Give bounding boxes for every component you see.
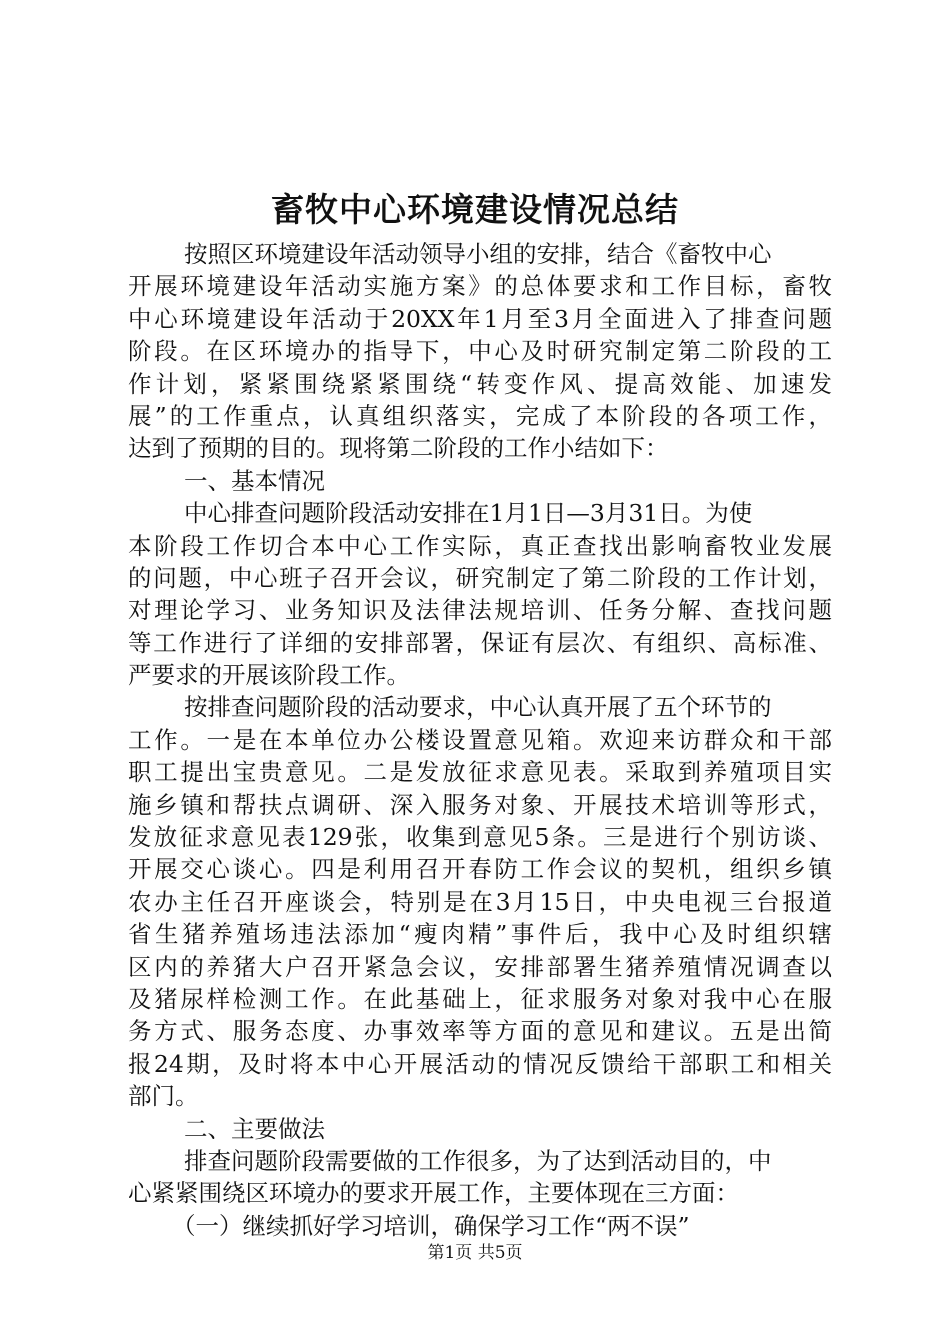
- paragraph-line: 部门。: [128, 1082, 199, 1111]
- document-title: 畜牧中心环境建设情况总结: [271, 190, 679, 229]
- paragraph-line: 作计划，紧紧围绕紧紧围绕“转变作风、提高效能、加速发: [128, 369, 832, 398]
- paragraph-line: 按排查问题阶段的活动要求，中心认真开展了五个环节的: [184, 693, 772, 722]
- section-heading: 二、主要做法: [184, 1114, 325, 1143]
- subsection-heading: （一）继续抓好学习培训，确保学习工作“两不误”: [172, 1211, 690, 1240]
- paragraph-line: 务方式、服务态度、办事效率等方面的意见和建议。五是出简: [128, 1017, 832, 1046]
- paragraph-line: 的问题，中心班子召开会议，研究制定了第二阶段的工作计划，: [128, 563, 832, 592]
- paragraph-line: 省生猪养殖场违法添加“瘦肉精”事件后，我中心及时组织辖: [128, 920, 832, 949]
- paragraph-line: 心紧紧围绕区环境办的要求开展工作，主要体现在三方面：: [128, 1179, 739, 1208]
- paragraph-line: 区内的养猪大户召开紧急会议，安排部署生猪养殖情况调查以: [128, 952, 832, 981]
- paragraph-line: 工作。一是在本单位办公楼设置意见箱。欢迎来访群众和干部: [128, 725, 832, 754]
- paragraph-line: 阶段。在区环境办的指导下，中心及时研究制定第二阶段的工: [128, 337, 832, 366]
- paragraph-line: 开展交心谈心。四是利用召开春防工作会议的契机，组织乡镇: [128, 855, 832, 884]
- paragraph-line: 中心环境建设年活动于20XX年1月至3月全面进入了排查问题: [128, 304, 832, 333]
- paragraph-line: 本阶段工作切合本中心工作实际，真正查找出影响畜牧业发展: [128, 531, 832, 560]
- paragraph-line: 中心排查问题阶段活动安排在1月1日—3月31日。为使: [184, 499, 753, 528]
- paragraph-line: 对理论学习、业务知识及法律法规培训、任务分解、查找问题: [128, 596, 832, 625]
- paragraph-line: 及猪尿样检测工作。在此基础上，征求服务对象对我中心在服: [128, 984, 832, 1013]
- page-footer: 第1页 共5页: [427, 1243, 523, 1263]
- paragraph-line: 达到了预期的目的。现将第二阶段的工作小结如下：: [128, 434, 669, 463]
- paragraph-line: 按照区环境建设年活动领导小组的安排，结合《畜牧中心: [184, 240, 772, 268]
- paragraph-line: 排查问题阶段需要做的工作很多，为了达到活动目的，中: [184, 1146, 772, 1175]
- paragraph-line: 展”的工作重点，认真组织落实，完成了本阶段的各项工作，: [128, 401, 832, 430]
- paragraph-line: 农办主任召开座谈会，特别是在3月15日，中央电视三台报道: [128, 887, 832, 916]
- paragraph-line: 报24期，及时将本中心开展活动的情况反馈给干部职工和相关: [128, 1049, 832, 1078]
- paragraph-line: 职工提出宝贵意见。二是发放征求意见表。采取到养殖项目实: [128, 758, 832, 787]
- paragraph-line: 等工作进行了详细的安排部署，保证有层次、有组织、高标准、: [128, 628, 832, 657]
- paragraph-line: 开展环境建设年活动实施方案》的总体要求和工作目标，畜牧: [128, 272, 832, 301]
- section-heading: 一、基本情况: [184, 466, 325, 495]
- document-body: [128, 238, 832, 1242]
- paragraph-line: 严要求的开展该阶段工作。: [128, 661, 410, 690]
- paragraph-line: 发放征求意见表129张，收集到意见5条。三是进行个别访谈、: [128, 823, 832, 852]
- paragraph-line: 施乡镇和帮扶点调研、深入服务对象、开展技术培训等形式，: [128, 790, 832, 819]
